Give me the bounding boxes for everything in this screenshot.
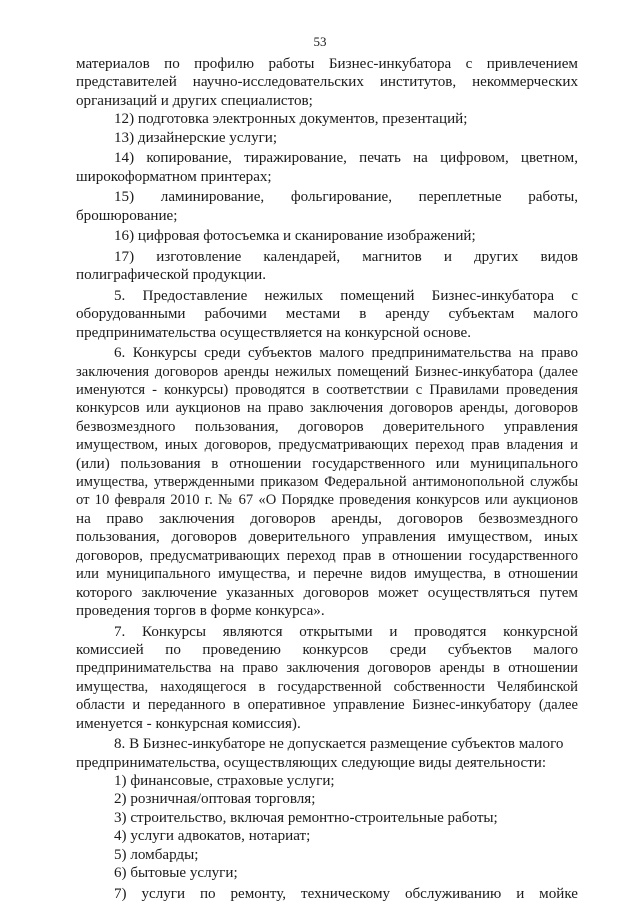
list-item: 2) розничная/оптовая торговля; (114, 791, 316, 808)
list-item: 13) дизайнерские услуги; (114, 129, 278, 146)
text-line: материалов по профилю работы Бизнес-инкубатора с привлечением (76, 56, 578, 72)
text-line: предпринимательства осуществляется на конкурсной основе. (76, 324, 471, 341)
list-item: 3) строительство, включая ремонтно-строительные работы; (114, 809, 498, 826)
text-line: комиссией по проведению конкурсов среди субъектов малого (76, 641, 578, 658)
paragraph-7-line: 7. Конкурсы являются открытыми и проводятся конкурсной (114, 623, 578, 640)
text-line: проведения торгов в форме конкурса». (76, 602, 325, 619)
text-line: которого заключение указанных договоров может осуществляться путем (76, 584, 578, 601)
text-line: имущества, находящегося в государственной собственности Челябинской (76, 678, 578, 695)
text-line: предпринимательства на право заключения договоров аренды в отношении (76, 660, 578, 677)
list-item: 14) копирование, тиражирование, печать на цифровом, цветном, (114, 150, 578, 167)
text-line: широкоформатном принтерах; (76, 168, 272, 185)
text-line: от 10 февраля 2010 г. № 67 «О Порядке проведения конкурсов или аукционов (76, 492, 578, 509)
text-line: именуется - конкурсная комиссия). (76, 715, 301, 732)
paragraph-6-line: 6. Конкурсы среди субъектов малого предпринимательства на право (114, 345, 578, 362)
document-body (76, 55, 578, 903)
text-line: области и переданного в оперативное управление Бизнес-инкубатору (далее (76, 697, 578, 714)
text-line: организаций и других специалистов; (76, 92, 313, 109)
text-line: конкурсов или аукционов на право заключения договоров аренды, договоров (76, 400, 578, 417)
text-line: имуществом, иных договоров, предусматривающих переход прав владения и (76, 437, 578, 454)
list-item: 17) изготовление календарей, магнитов и других видов (114, 248, 578, 265)
text-line: имущества, утвержденными приказом Федеральной антимонопольной службы (76, 474, 578, 491)
paragraph-8-line: 8. В Бизнес-инкубаторе не допускается размещение субъектов малого (114, 736, 564, 753)
text-line: (или) пользования в отношении государственного или муниципального (76, 455, 578, 472)
paragraph-5-line: 5. Предоставление нежилых помещений Бизнес-инкубатора с (114, 287, 578, 304)
list-item: 4) услуги адвокатов, нотариат; (114, 828, 311, 845)
text-line: предпринимательства, осуществляющих следующие виды деятельности: (76, 754, 547, 771)
text-line: оборудованными рабочими местами в аренду субъектам малого (76, 306, 578, 323)
text-line: безвозмездного пользования, договоров доверительного управления (76, 418, 578, 435)
text-line: договоров, предусматривающих переход прав в отношении государственного (76, 547, 578, 564)
text-line: брошюрование; (76, 207, 178, 224)
list-item: 6) бытовые услуги; (114, 864, 238, 881)
list-item: 16) цифровая фотосъемка и сканирование изображений; (114, 228, 476, 245)
text-line: или муниципального имущества, и перечне видов имущества, в отношении (76, 566, 578, 583)
list-item: 15) ламинирование, фольгирование, переплетные работы, (114, 189, 578, 206)
text-line: представителей научно-исследовательских институтов, некоммерческих (76, 74, 578, 91)
text-line: пользования, договоров доверительного управления имуществом, иных (76, 529, 578, 546)
list-item: 7) услуги по ремонту, техническому обслуживанию и мойке (114, 885, 578, 902)
text-line: именуются - конкурсы) проводятся в соответствии с Правилами проведения (76, 382, 578, 399)
list-item: 12) подготовка электронных документов, презентаций; (114, 111, 468, 128)
text-line: полиграфической продукции. (76, 267, 266, 284)
page-number: 53 (313, 34, 327, 49)
text-line: на право заключения договоров аренды, договоров безвозмездного (76, 510, 578, 527)
list-item: 5) ломбарды; (114, 846, 199, 863)
list-item: 1) финансовые, страховые услуги; (114, 772, 335, 789)
text-line: заключения договоров аренды нежилых помещений Бизнес-инкубатора (далее (76, 363, 578, 380)
